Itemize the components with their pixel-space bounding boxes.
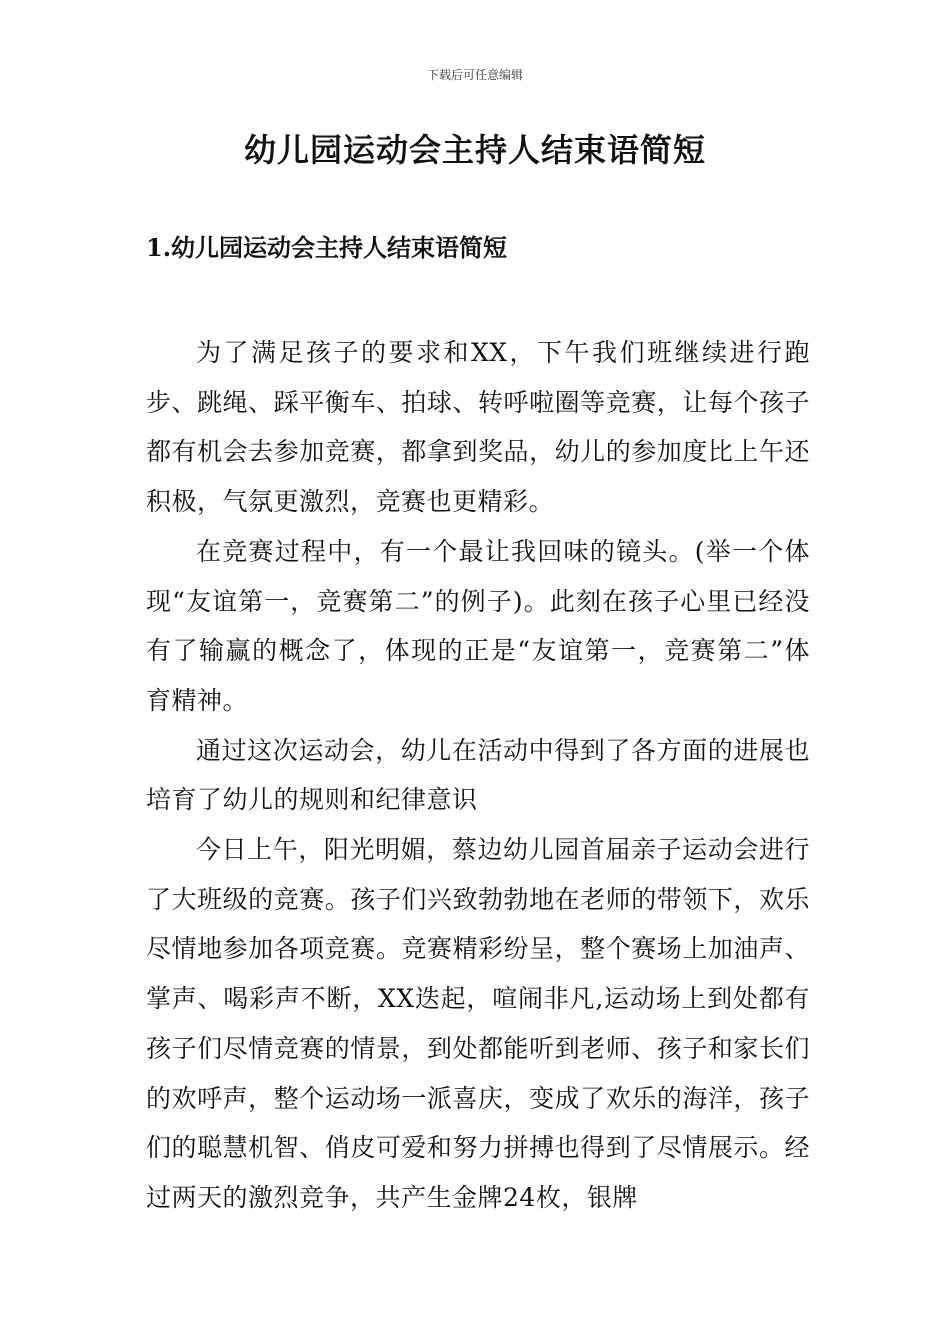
- paragraph-4: 今日上午，阳光明媚，蔡边幼儿园首届亲子运动会进行了大班级的竞赛。孩子们兴致勃勃地在老师的带领下，欢乐尽情地参加各项竞赛。竞赛精彩纷呈，整个赛场上加油声、掌声、喝彩声不断，XX迭起，喧闹非凡,运动场上到处都有孩子们尽情竞赛的情景，到处都能听到老师、孩子和家长们的欢呼声，整个运动场一派喜庆，变成了欢乐的海洋，孩子们的聪慧机智、俏皮可爱和努力拼搏也得到了尽情展示。经过两天的激烈竞争，共产生金牌24枚，银牌: [146, 835, 810, 1212]
- header-note: 下载后可任意编辑: [426, 68, 523, 82]
- paragraph-3: 通过这次运动会，幼儿在活动中得到了各方面的进展也培育了幼儿的规则和纪律意识: [146, 735, 810, 815]
- body-text: [146, 328, 810, 1223]
- section-heading: 1.幼儿园运动会主持人结束语简短: [146, 233, 508, 262]
- paragraph-1: 为了满足孩子的要求和XX，下午我们班继续进行跑步、跳绳、踩平衡车、拍球、转呼啦圈等竞赛，让每个孩子都有机会去参加竞赛，都拿到奖品，幼儿的参加度比上午还积极，气氛更激烈，竞赛也更精彩。: [146, 338, 810, 517]
- paragraph-2: 在竞赛过程中，有一个最让我回味的镜头。(举一个体现“友谊第一，竞赛第二”的例子)。此刻在孩子心里已经没有了输赢的概念了，体现的正是“友谊第一，竞赛第二”体育精神。: [146, 536, 810, 715]
- document-title: 幼儿园运动会主持人结束语简短: [243, 131, 706, 169]
